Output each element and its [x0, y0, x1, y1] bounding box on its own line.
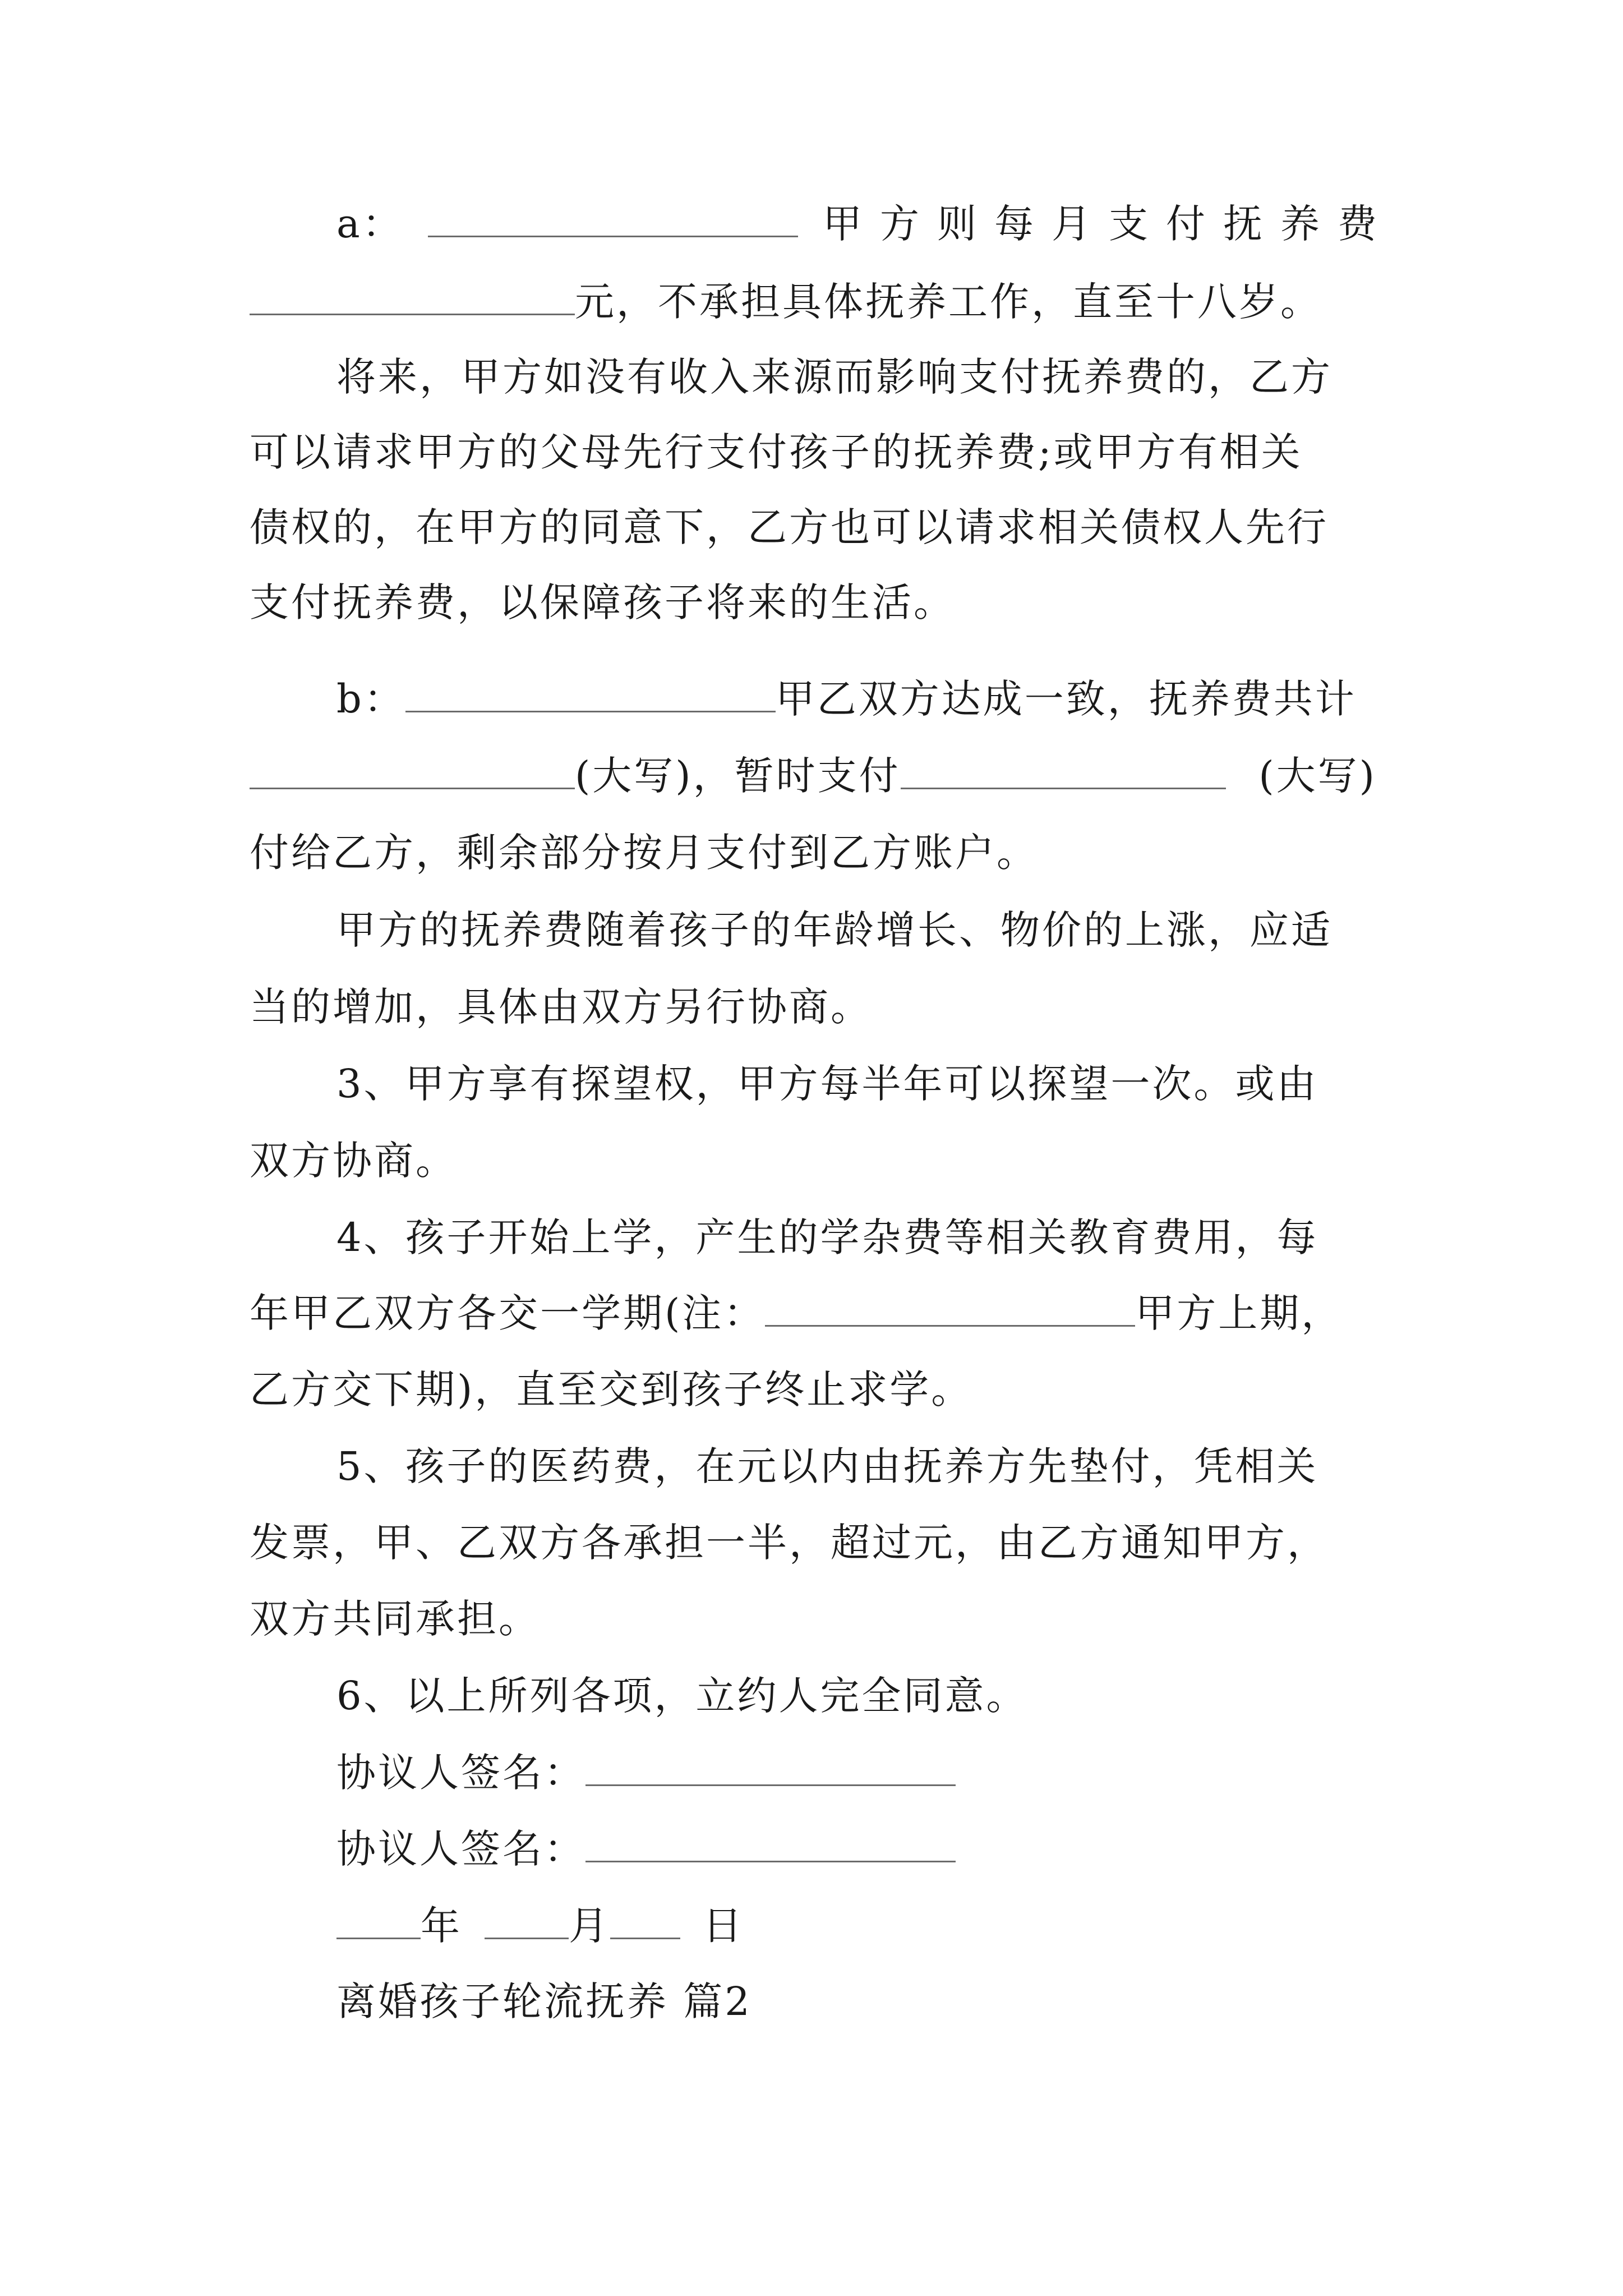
paragraph-line: 当的增加，具体由双方另行协商。 — [250, 984, 872, 1030]
paragraph-line: 乙方交下期)，直至交到孩子终止求学。 — [250, 1366, 973, 1412]
year-label: 年 — [421, 1903, 462, 1949]
clause-b-text: 甲乙双方达成一致，抚养费共计 — [775, 676, 1357, 722]
paragraph-line: 可以请求甲方的父母先行支付孩子的抚养费;或甲方有相关 — [250, 429, 1303, 475]
paragraph-line: 6、以上所列各项，立约人完全同意。 — [336, 1673, 1028, 1719]
paragraph-line: 3、甲方享有探望权，甲方每半年可以探望一次。或由 — [336, 1061, 1318, 1107]
clause-b-label: b： — [336, 676, 405, 722]
day-label: 日 — [703, 1903, 744, 1949]
paragraph-line: 将来，甲方如没有收入来源而影响支付抚养费的，乙方 — [336, 354, 1332, 400]
clause-a-label: a： — [336, 201, 404, 247]
item-4-text-2a: 年甲乙双方各交一学期(注： — [250, 1290, 766, 1336]
clause-b-text-2b: (大写) — [1258, 753, 1377, 799]
paragraph-line: 4、孩子开始上学，产生的学杂费等相关教育费用，每 — [336, 1214, 1318, 1260]
paragraph-line: 发票，甲、乙双方各承担一半，超过元，由乙方通知甲方， — [250, 1520, 1329, 1566]
total-amount-blank[interactable] — [250, 754, 575, 789]
clause-a-line-1 — [336, 197, 1395, 251]
paragraph-line: 支付抚养费，以保障孩子将来的生活。 — [250, 579, 955, 625]
clause-a-text: 甲方则每月支付抚养费 — [822, 201, 1395, 247]
signature-blank[interactable] — [585, 1751, 956, 1786]
year-blank[interactable] — [336, 1904, 421, 1939]
item-4-text-2b: 甲方上期， — [1135, 1290, 1343, 1336]
signature-label: 协议人签名： — [336, 1826, 585, 1872]
signature-label: 协议人签名： — [336, 1750, 585, 1796]
month-blank[interactable] — [485, 1904, 569, 1939]
fill-in-blank[interactable] — [428, 202, 798, 237]
month-label: 月 — [569, 1903, 610, 1949]
amount-blank[interactable] — [250, 280, 575, 315]
clause-b-text-2a: (大写)，暂时支付 — [575, 753, 901, 799]
signature-line-1 — [336, 1746, 1377, 1800]
signature-blank[interactable] — [585, 1827, 956, 1862]
paragraph-line: 付给乙方，剩余部分按月支付到乙方账户。 — [250, 830, 1038, 876]
paragraph-line: 甲方的抚养费随着孩子的年龄增长、物价的上涨，应适 — [336, 907, 1332, 953]
paragraph-line: 债权的，在甲方的同意下，乙方也可以请求相关债权人先行 — [250, 504, 1329, 550]
advance-amount-blank[interactable] — [901, 754, 1226, 789]
day-blank[interactable] — [610, 1904, 680, 1939]
fill-in-blank[interactable] — [765, 1291, 1135, 1327]
clause-b-line-2 — [250, 749, 1377, 803]
paragraph-line: 双方共同承担。 — [250, 1596, 540, 1642]
item-4-line-2 — [250, 1286, 1377, 1340]
clause-b-line-1 — [336, 672, 1377, 726]
section-heading: 离婚孩子轮流抚养 篇2 — [336, 1978, 752, 2024]
clause-a-continuation: 元，不承担具体抚养工作，直至十八岁。 — [575, 279, 1322, 325]
paragraph-line: 5、孩子的医药费，在元以内由抚养方先垫付，凭相关 — [336, 1443, 1318, 1489]
date-line — [336, 1899, 1377, 1953]
paragraph-line: 双方协商。 — [250, 1138, 457, 1184]
signature-line-2 — [336, 1822, 1377, 1876]
fill-in-blank[interactable] — [405, 677, 776, 712]
clause-a-line-2 — [250, 275, 1377, 329]
